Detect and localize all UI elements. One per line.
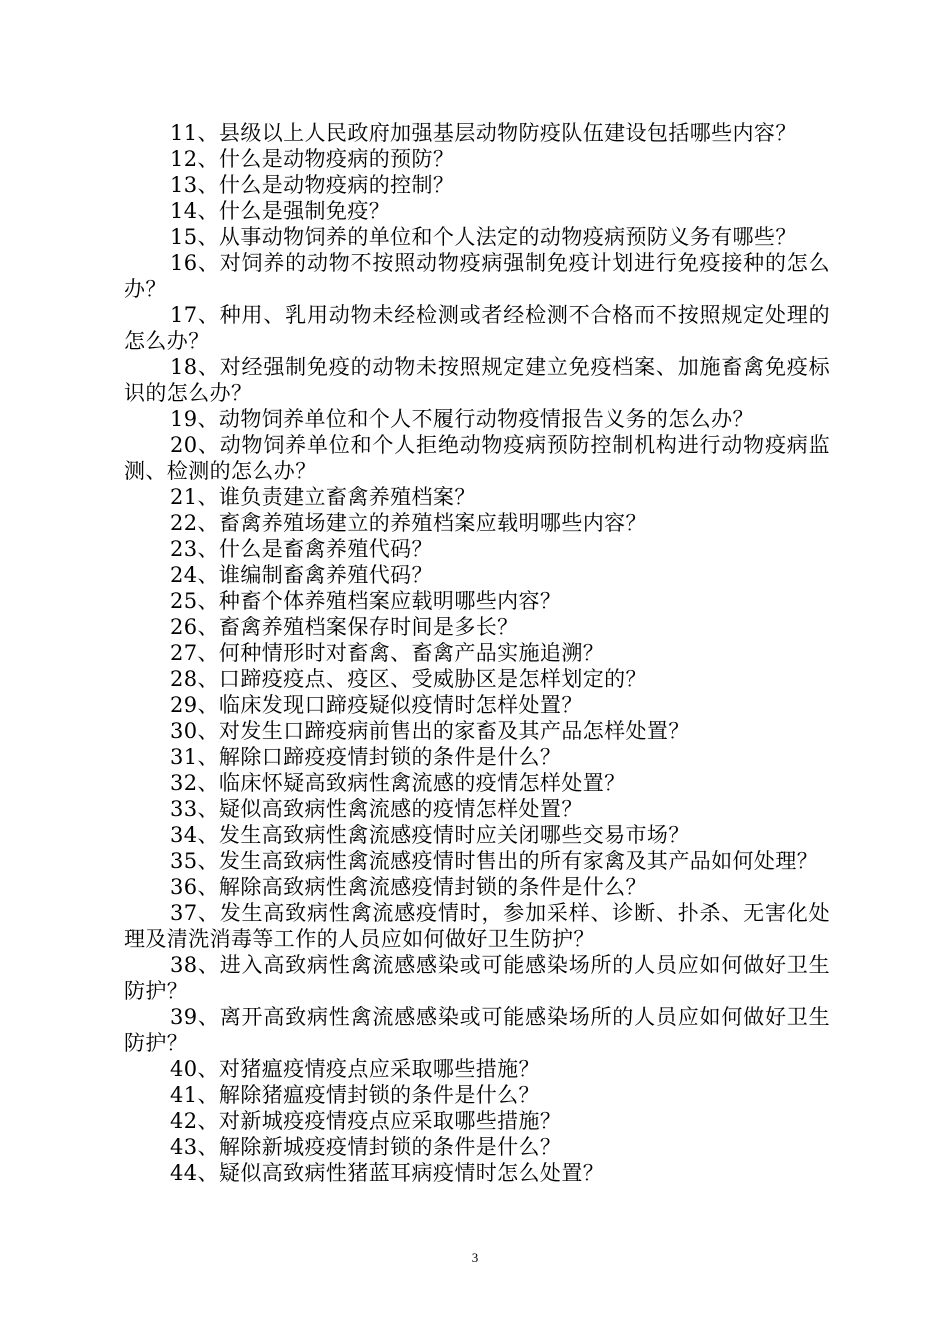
question-44: 44、疑似高致病性猪蓝耳病疫情时怎么处置？ (170, 1161, 605, 1185)
question-21: 21、谁负责建立畜禽养殖档案？ (170, 485, 476, 509)
question-30: 30、对发生口蹄疫病前售出的家畜及其产品怎样处置？ (170, 719, 690, 743)
question-35: 35、发生高致病性禽流感疫情时售出的所有家禽及其产品如何处理？ (170, 849, 819, 873)
question-33: 33、疑似高致病性禽流感的疫情怎样处置？ (170, 797, 583, 821)
question-list (124, 120, 830, 1186)
question-37: 37、发生高致病性禽流感疫情时，参加采样、诊断、扑杀、无害化处理及清洗消毒等工作的人员应如何做好卫生防护？ (124, 901, 830, 951)
question-27: 27、何种情形时对畜禽、畜禽产品实施追溯？ (170, 641, 605, 665)
question-11: 11、县级以上人民政府加强基层动物防疫队伍建设包括哪些内容？ (170, 121, 797, 145)
question-26: 26、畜禽养殖档案保存时间是多长？ (170, 615, 519, 639)
question-28: 28、口蹄疫疫点、疫区、受威胁区是怎样划定的？ (170, 667, 647, 691)
question-31: 31、解除口蹄疫疫情封锁的条件是什么？ (170, 745, 562, 769)
question-18: 18、对经强制免疫的动物未按照规定建立免疫档案、加施畜禽免疫标识的怎么办？ (124, 355, 830, 405)
question-16: 16、对饲养的动物不按照动物疫病强制免疫计划进行免疫接种的怎么办？ (124, 251, 830, 301)
question-15: 15、从事动物饲养的单位和个人法定的动物疫病预防义务有哪些？ (170, 225, 797, 249)
question-12: 12、什么是动物疫病的预防？ (170, 147, 455, 171)
question-23: 23、什么是畜禽养殖代码？ (170, 537, 433, 561)
question-42: 42、对新城疫疫情疫点应采取哪些措施？ (170, 1109, 562, 1133)
question-22: 22、畜禽养殖场建立的养殖档案应载明哪些内容？ (170, 511, 647, 535)
question-34: 34、发生高致病性禽流感疫情时应关闭哪些交易市场？ (170, 823, 690, 847)
question-38: 38、进入高致病性禽流感感染或可能感染场所的人员应如何做好卫生防护？ (124, 953, 830, 1003)
question-29: 29、临床发现口蹄疫疑似疫情时怎样处置？ (170, 693, 583, 717)
question-20: 20、动物饲养单位和个人拒绝动物疫病预防控制机构进行动物疫病监测、检测的怎么办？ (124, 433, 830, 483)
question-13: 13、什么是动物疫病的控制？ (170, 173, 455, 197)
question-25: 25、种畜个体养殖档案应载明哪些内容？ (170, 589, 562, 613)
question-24: 24、谁编制畜禽养殖代码？ (170, 563, 433, 587)
question-36: 36、解除高致病性禽流感疫情封锁的条件是什么？ (170, 875, 647, 899)
page-number: 3 (471, 1250, 479, 1265)
question-17: 17、种用、乳用动物未经检测或者经检测不合格而不按照规定处理的怎么办？ (124, 303, 830, 353)
question-19: 19、动物饲养单位和个人不履行动物疫情报告义务的怎么办？ (170, 407, 754, 431)
question-14: 14、什么是强制免疫？ (170, 199, 391, 223)
question-39: 39、离开高致病性禽流感感染或可能感染场所的人员应如何做好卫生防护？ (124, 1005, 830, 1055)
question-40: 40、对猪瘟疫情疫点应采取哪些措施？ (170, 1057, 540, 1081)
question-43: 43、解除新城疫疫情封锁的条件是什么？ (170, 1135, 562, 1159)
question-32: 32、临床怀疑高致病性禽流感的疫情怎样处置？ (170, 771, 626, 795)
question-41: 41、解除猪瘟疫情封锁的条件是什么？ (170, 1083, 540, 1107)
